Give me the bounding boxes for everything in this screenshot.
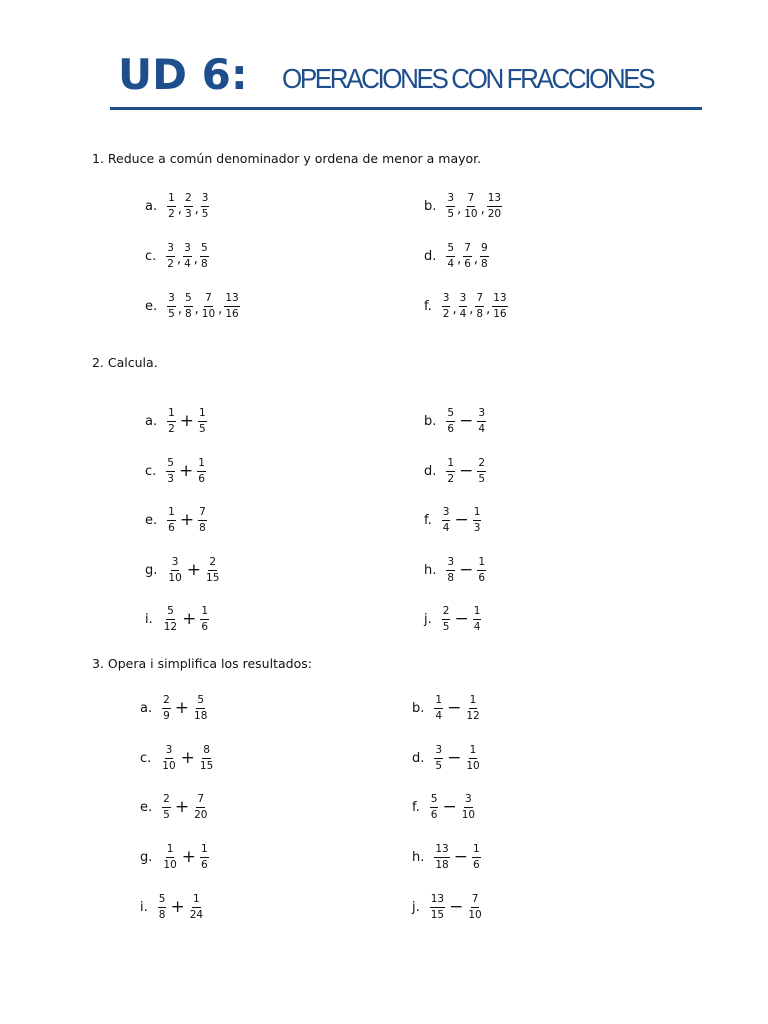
exercise-item [424, 550, 487, 590]
fraction-numerator: 1 [167, 192, 176, 207]
exercise-item [412, 787, 477, 827]
fraction-denominator: 10 [461, 808, 476, 821]
fraction [188, 893, 205, 922]
operator: + [174, 796, 190, 817]
fraction [486, 192, 503, 221]
fraction [182, 242, 193, 271]
exercise-label: i. [140, 899, 148, 915]
fraction-numerator: 1 [198, 407, 207, 422]
fraction-numerator: 5 [184, 292, 193, 307]
fraction-numerator: 3 [459, 292, 468, 307]
operator: − [459, 559, 474, 580]
fraction-denominator: 2 [442, 307, 450, 320]
fraction [183, 292, 194, 321]
fraction [476, 407, 487, 436]
fraction [204, 556, 221, 585]
exercise-label: f. [424, 512, 432, 528]
fraction-numerator: 1 [200, 605, 209, 620]
fraction-numerator: 2 [477, 457, 486, 472]
fraction [491, 292, 508, 321]
fraction-numerator: 13 [224, 292, 239, 307]
fraction [433, 843, 450, 872]
fraction-denominator: 6 [447, 422, 455, 435]
operator: + [182, 608, 197, 629]
fraction-denominator: 8 [200, 257, 208, 270]
exercise-item [140, 787, 209, 827]
fraction-numerator: 1 [197, 457, 206, 472]
fraction-numerator: 5 [446, 242, 455, 257]
fraction-denominator: 12 [466, 709, 480, 722]
exercise-item [412, 837, 482, 877]
fraction [199, 605, 210, 634]
fraction [199, 242, 210, 271]
fraction-numerator: 7 [204, 292, 213, 307]
fraction [196, 457, 207, 486]
fraction-numerator: 3 [171, 556, 180, 571]
fraction-numerator: 5 [166, 605, 175, 620]
fraction-denominator: 18 [435, 858, 449, 871]
fraction-numerator: 2 [184, 192, 193, 207]
operator: − [454, 608, 469, 629]
fraction-numerator: 5 [166, 457, 175, 472]
fraction-denominator: 15 [199, 759, 214, 772]
exercise-item [140, 837, 210, 877]
comma-separator: , [218, 301, 223, 317]
exercise-label: h. [424, 562, 437, 578]
fraction-denominator: 2 [447, 472, 455, 485]
fraction-numerator: 3 [434, 744, 443, 759]
fraction-denominator: 5 [199, 422, 206, 435]
fraction [441, 605, 452, 634]
exercise-item [140, 688, 209, 728]
operator: + [186, 559, 202, 580]
fraction [476, 457, 487, 486]
fraction [429, 893, 446, 922]
exercise-label: b. [424, 413, 437, 429]
comma-separator: , [193, 251, 198, 267]
fraction-denominator: 4 [435, 709, 443, 722]
fraction-numerator: 13 [492, 292, 507, 307]
fraction [462, 242, 473, 271]
fraction [460, 793, 477, 822]
fraction [472, 605, 483, 634]
exercise-item [145, 236, 210, 276]
operator: − [447, 697, 462, 718]
exercise-item [412, 688, 482, 728]
exercise-label: g. [140, 849, 153, 865]
exercise-label: f. [424, 298, 432, 314]
unit-code: UD 6: [118, 50, 248, 99]
fraction-numerator: 3 [446, 192, 455, 207]
fraction [476, 556, 487, 585]
fraction-denominator: 12 [163, 620, 178, 633]
fraction-denominator: 6 [201, 858, 208, 871]
fraction-denominator: 20 [487, 207, 502, 220]
fraction [165, 242, 176, 271]
operator: − [453, 846, 468, 867]
exercise-label: j. [412, 899, 420, 915]
fraction-denominator: 6 [464, 257, 471, 270]
fraction-numerator: 3 [166, 242, 175, 257]
fraction [198, 744, 215, 773]
operator: + [181, 846, 197, 867]
fraction-numerator: 1 [446, 457, 455, 472]
fraction-numerator: 3 [167, 292, 176, 307]
fraction-numerator: 9 [480, 242, 489, 257]
fraction-denominator: 10 [162, 759, 176, 772]
fraction [441, 506, 452, 535]
fraction [166, 506, 177, 535]
exercise-item [145, 500, 208, 540]
fraction [162, 605, 179, 634]
fraction-numerator: 1 [469, 744, 478, 759]
exercise-item [412, 887, 484, 927]
fraction-numerator: 8 [202, 744, 211, 759]
fraction-denominator: 3 [167, 472, 174, 485]
fraction-denominator: 2 [167, 257, 174, 270]
comma-separator: , [486, 301, 491, 317]
exercise-label: e. [140, 799, 153, 815]
fraction-numerator: 3 [442, 506, 451, 521]
fraction [165, 457, 176, 486]
comma-separator: , [457, 201, 462, 217]
exercise-label: c. [145, 248, 157, 264]
section-2-title: 2. Calcula. [92, 355, 158, 370]
exercise-item [424, 599, 482, 639]
fraction-numerator: 1 [167, 506, 176, 521]
exercise-label: b. [424, 198, 437, 214]
fraction-numerator: 5 [200, 242, 209, 257]
fraction [474, 292, 485, 321]
exercise-item [145, 550, 221, 590]
fraction-denominator: 5 [435, 759, 443, 772]
operator: + [179, 509, 195, 530]
fraction-denominator: 18 [194, 709, 208, 722]
fraction-numerator: 3 [442, 292, 451, 307]
exercise-item [145, 451, 207, 491]
fraction [157, 893, 168, 922]
fraction-numerator: 1 [166, 843, 175, 858]
header-divider [110, 107, 702, 110]
comma-separator: , [457, 251, 462, 267]
fraction-numerator: 1 [434, 694, 443, 709]
fraction-denominator: 15 [430, 908, 445, 921]
exercise-label: g. [145, 562, 158, 578]
fraction-denominator: 10 [464, 207, 478, 220]
comma-separator: , [452, 301, 457, 317]
comma-separator: , [469, 301, 474, 317]
fraction-denominator: 10 [201, 307, 216, 320]
exercise-label: a. [140, 700, 153, 716]
exercise-label: e. [145, 298, 158, 314]
fraction [441, 292, 452, 321]
fraction-numerator: 2 [162, 694, 171, 709]
fraction-numerator: 13 [434, 843, 449, 858]
fraction-numerator: 13 [487, 192, 502, 207]
comma-separator: , [177, 301, 182, 317]
fraction-denominator: 5 [163, 808, 170, 821]
fraction-denominator: 6 [430, 808, 438, 821]
fraction-denominator: 6 [201, 620, 209, 633]
fraction-denominator: 2 [168, 422, 175, 435]
fraction [223, 292, 240, 321]
fraction-numerator: 2 [442, 605, 451, 620]
fraction [466, 893, 483, 922]
comma-separator: , [473, 251, 479, 267]
fraction-numerator: 3 [464, 793, 473, 808]
exercise-item [424, 451, 487, 491]
fraction [464, 694, 481, 723]
fraction-numerator: 1 [477, 556, 486, 571]
section-3-title: 3. Opera i simplifica los resultados: [92, 656, 312, 671]
fraction [479, 242, 490, 271]
fraction-denominator: 2 [168, 207, 175, 220]
fraction-denominator: 3 [184, 207, 192, 220]
exercise-item [424, 401, 487, 441]
fraction [458, 292, 469, 321]
fraction-denominator: 5 [442, 620, 450, 633]
fraction-numerator: 7 [475, 292, 484, 307]
fraction [471, 843, 482, 872]
fraction-denominator: 10 [468, 908, 482, 921]
fraction-denominator: 15 [206, 571, 220, 584]
fraction-numerator: 3 [201, 192, 210, 207]
fraction-numerator: 5 [430, 793, 439, 808]
fraction-numerator: 1 [192, 893, 201, 908]
operator: + [180, 747, 195, 768]
fraction [160, 744, 177, 773]
exercise-label: e. [145, 512, 158, 528]
exercise-label: c. [145, 463, 157, 479]
fraction-denominator: 4 [442, 521, 450, 534]
fraction [445, 407, 456, 436]
fraction-denominator: 10 [466, 759, 480, 772]
fraction [462, 192, 479, 221]
fraction [161, 793, 172, 822]
operator: − [447, 747, 462, 768]
fraction [429, 793, 440, 822]
fraction-denominator: 24 [189, 908, 204, 921]
exercise-item [424, 500, 482, 540]
fraction-denominator: 8 [184, 307, 192, 320]
fraction-denominator: 6 [198, 472, 205, 485]
exercise-label: d. [424, 463, 437, 479]
fraction-numerator: 2 [208, 556, 217, 571]
comma-separator: , [177, 201, 182, 217]
comma-separator: , [194, 201, 199, 217]
fraction-denominator: 4 [478, 422, 486, 435]
fraction [445, 457, 456, 486]
exercise-item [145, 186, 210, 226]
fraction [200, 192, 211, 221]
fraction [197, 407, 208, 436]
fraction [183, 192, 194, 221]
fraction [445, 192, 456, 221]
fraction-denominator: 8 [481, 257, 488, 270]
fraction-numerator: 7 [196, 793, 205, 808]
fraction [197, 506, 208, 535]
operator: − [449, 896, 464, 917]
fraction-denominator: 16 [493, 307, 507, 320]
operator: + [179, 410, 195, 431]
unit-title: OPERACIONES CON FRACCIONES [282, 63, 654, 94]
fraction [166, 407, 177, 436]
fraction-denominator: 6 [473, 858, 480, 871]
fraction-denominator: 4 [447, 257, 455, 270]
fraction-numerator: 3 [183, 242, 192, 257]
fraction-denominator: 8 [158, 908, 166, 921]
fraction-denominator: 10 [163, 858, 177, 871]
fraction-denominator: 4 [184, 257, 191, 270]
fraction-denominator: 4 [473, 620, 481, 633]
exercise-label: d. [424, 248, 437, 264]
fraction-denominator: 6 [168, 521, 175, 534]
fraction [166, 292, 177, 321]
fraction-numerator: 2 [162, 793, 171, 808]
operator: − [459, 410, 474, 431]
fraction-numerator: 1 [167, 407, 176, 422]
fraction [445, 242, 456, 271]
operator: + [174, 697, 190, 718]
fraction [192, 793, 209, 822]
exercise-item [424, 186, 503, 226]
fraction-numerator: 3 [446, 556, 455, 571]
fraction [166, 556, 183, 585]
exercise-item [145, 401, 208, 441]
fraction-numerator: 3 [477, 407, 486, 422]
exercise-item [140, 738, 215, 778]
operator: − [442, 796, 457, 817]
fraction [200, 292, 217, 321]
operator: − [454, 509, 469, 530]
fraction-numerator: 7 [463, 242, 472, 257]
fraction [445, 556, 456, 585]
fraction [472, 506, 483, 535]
fraction [161, 843, 178, 872]
fraction-numerator: 1 [473, 605, 482, 620]
fraction-numerator: 5 [446, 407, 455, 422]
fraction [433, 744, 444, 773]
fraction-denominator: 3 [473, 521, 481, 534]
fraction-numerator: 1 [472, 843, 481, 858]
fraction-denominator: 5 [447, 207, 455, 220]
fraction-numerator: 13 [430, 893, 445, 908]
exercise-label: f. [412, 799, 420, 815]
operator: + [178, 460, 194, 481]
exercise-label: i. [145, 611, 153, 627]
fraction [161, 694, 172, 723]
exercise-label: a. [145, 413, 158, 429]
exercise-label: h. [412, 849, 425, 865]
fraction-numerator: 1 [473, 506, 482, 521]
fraction-denominator: 8 [199, 521, 206, 534]
fraction [166, 192, 177, 221]
exercise-label: d. [412, 750, 425, 766]
fraction [199, 843, 210, 872]
fraction-denominator: 5 [478, 472, 486, 485]
fraction-numerator: 7 [467, 192, 476, 207]
comma-separator: , [194, 301, 199, 317]
fraction-numerator: 5 [196, 694, 205, 709]
fraction-denominator: 5 [201, 207, 209, 220]
exercise-label: j. [424, 611, 432, 627]
section-1-title: 1. Reduce a común denominador y ordena de menor a mayor. [92, 151, 482, 166]
exercise-item [424, 286, 509, 326]
fraction-numerator: 1 [200, 843, 209, 858]
exercise-label: b. [412, 700, 425, 716]
exercise-item [424, 236, 490, 276]
exercise-item [145, 286, 241, 326]
fraction-numerator: 1 [469, 694, 478, 709]
exercise-item [412, 738, 482, 778]
fraction-numerator: 7 [198, 506, 207, 521]
comma-separator: , [480, 201, 485, 217]
fraction [192, 694, 209, 723]
operator: + [170, 896, 185, 917]
fraction [464, 744, 481, 773]
comma-separator: , [176, 251, 182, 267]
exercise-label: a. [145, 198, 158, 214]
fraction-numerator: 7 [471, 893, 480, 908]
fraction-denominator: 9 [163, 709, 170, 722]
fraction-numerator: 3 [165, 744, 174, 759]
fraction-denominator: 10 [168, 571, 182, 584]
fraction-denominator: 5 [168, 307, 175, 320]
fraction-denominator: 8 [447, 571, 455, 584]
exercise-item [140, 887, 205, 927]
fraction-denominator: 20 [194, 808, 208, 821]
fraction [433, 694, 444, 723]
fraction-denominator: 4 [459, 307, 467, 320]
operator: − [459, 460, 474, 481]
fraction-denominator: 8 [476, 307, 484, 320]
exercise-item [145, 599, 210, 639]
fraction-denominator: 6 [478, 571, 485, 584]
fraction-numerator: 5 [158, 893, 167, 908]
fraction-denominator: 16 [225, 307, 239, 320]
exercise-label: c. [140, 750, 152, 766]
